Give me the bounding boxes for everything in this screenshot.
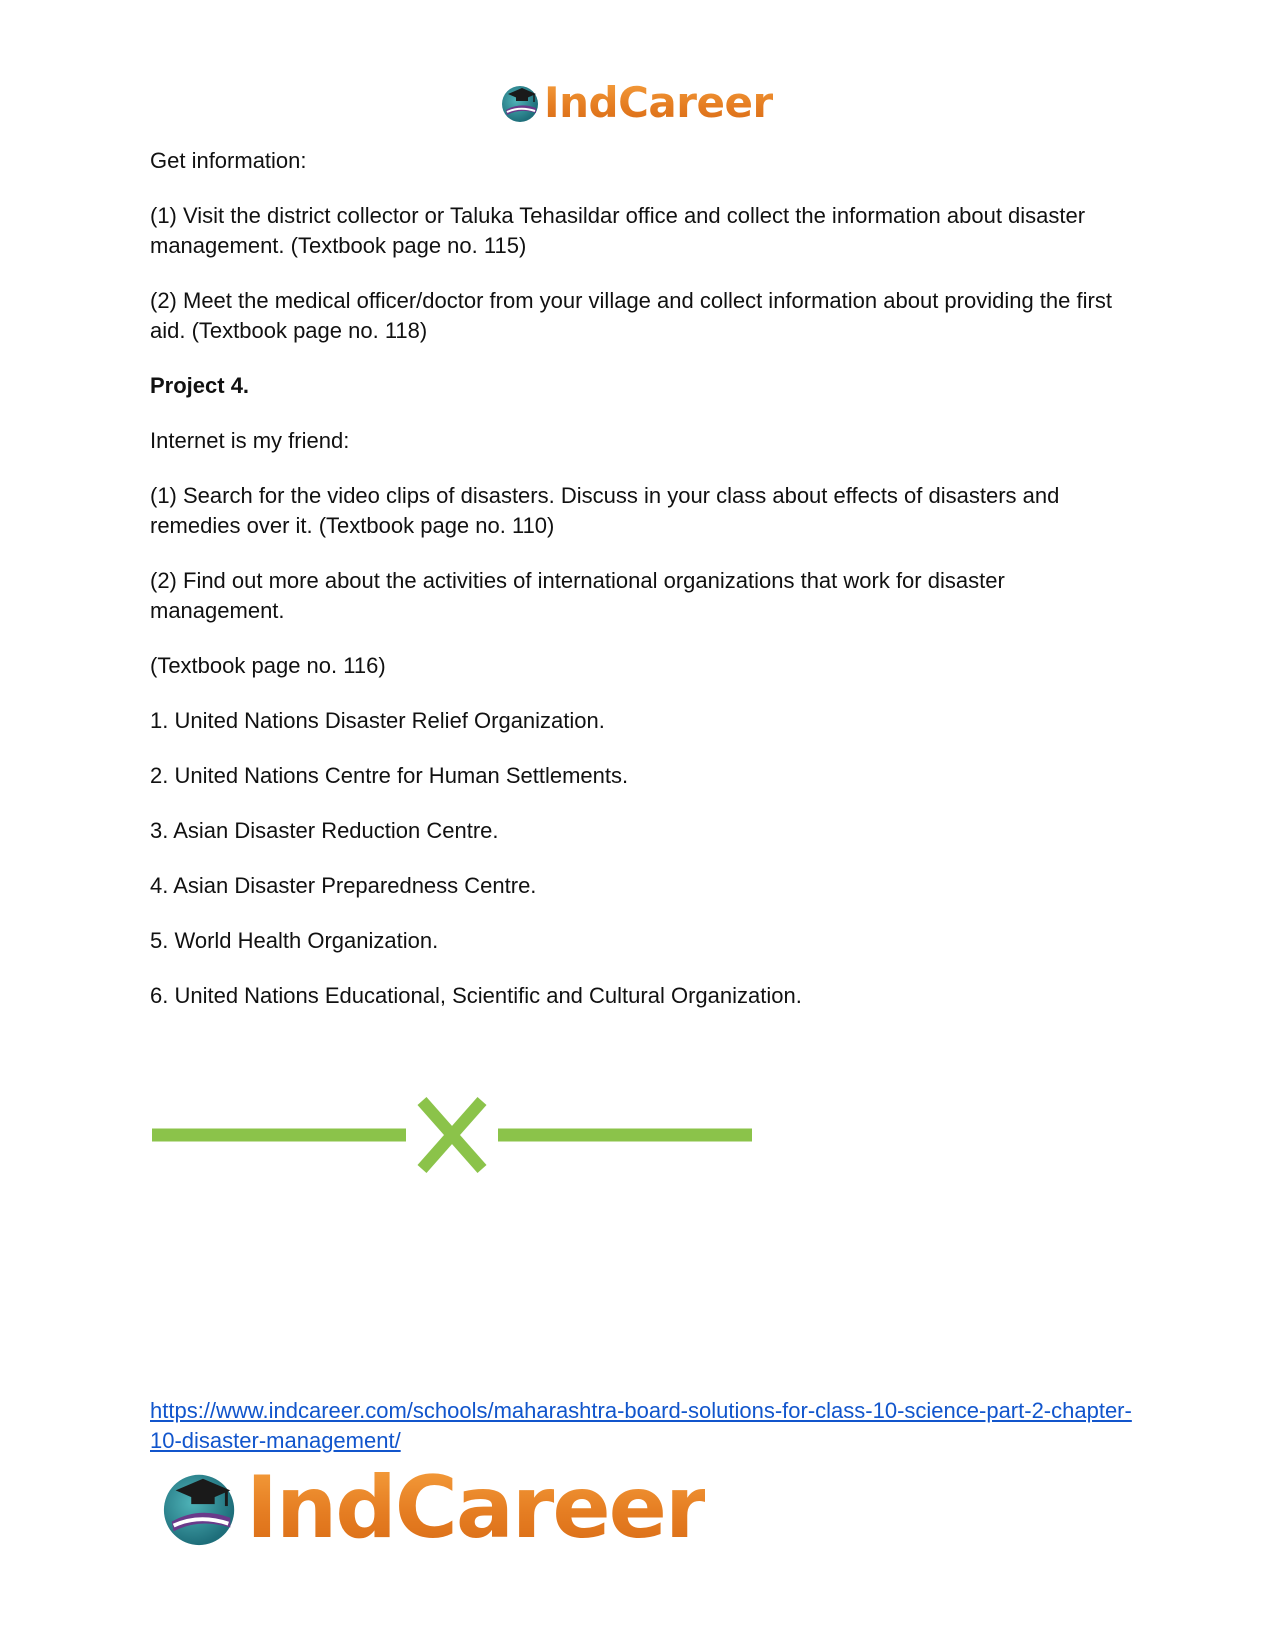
logo-text: IndCareer [544, 78, 773, 127]
paragraph-visit-collector: (1) Visit the district collector or Taluka Tehasildar office and collect the information about disaster management. (Textbook page no. 115) [150, 203, 1086, 258]
paragraph-get-information: Get information: [150, 148, 307, 173]
list-item: 2. United Nations Centre for Human Settlements. [150, 763, 629, 788]
footer-logo [160, 1458, 705, 1558]
source-url-link[interactable]: https://www.indcareer.com/schools/maharashtra-board-solutions-for-class-10-science-part-2-chapter-10-disaster-management/ [150, 1398, 1132, 1453]
document-body [150, 146, 1130, 1036]
paragraph-search-video-clips: (1) Search for the video clips of disasters. Discuss in your class about effects of disasters and remedies over it. (Textbook page no. 110) [150, 483, 1060, 538]
paragraph-meet-medical-officer: (2) Meet the medical officer/doctor from your village and collect information about providing the first aid. (Textbook page no. 118) [150, 288, 1112, 343]
paragraph-international-organizations: (2) Find out more about the activities of international organizations that work for disaster management. [150, 568, 1005, 623]
list-item: 4. Asian Disaster Preparedness Centre. [150, 873, 537, 898]
logo-text: IndCareer [246, 1458, 706, 1558]
list-item: 3. Asian Disaster Reduction Centre. [150, 818, 499, 843]
graduation-cap-globe-icon [160, 1467, 242, 1549]
list-item: 1. United Nations Disaster Relief Organization. [150, 708, 605, 733]
paragraph-internet-friend: Internet is my friend: [150, 428, 350, 453]
list-item: 6. United Nations Educational, Scientific and Cultural Organization. [150, 983, 802, 1008]
graduation-cap-globe-icon [500, 82, 542, 124]
x-divider-icon [150, 1095, 754, 1175]
header-logo [500, 78, 773, 128]
x-divider [150, 1095, 754, 1180]
section-heading-project-4: Project 4. [150, 373, 250, 398]
list-item: 5. World Health Organization. [150, 928, 439, 953]
paragraph-textbook-page-116: (Textbook page no. 116) [150, 653, 386, 678]
